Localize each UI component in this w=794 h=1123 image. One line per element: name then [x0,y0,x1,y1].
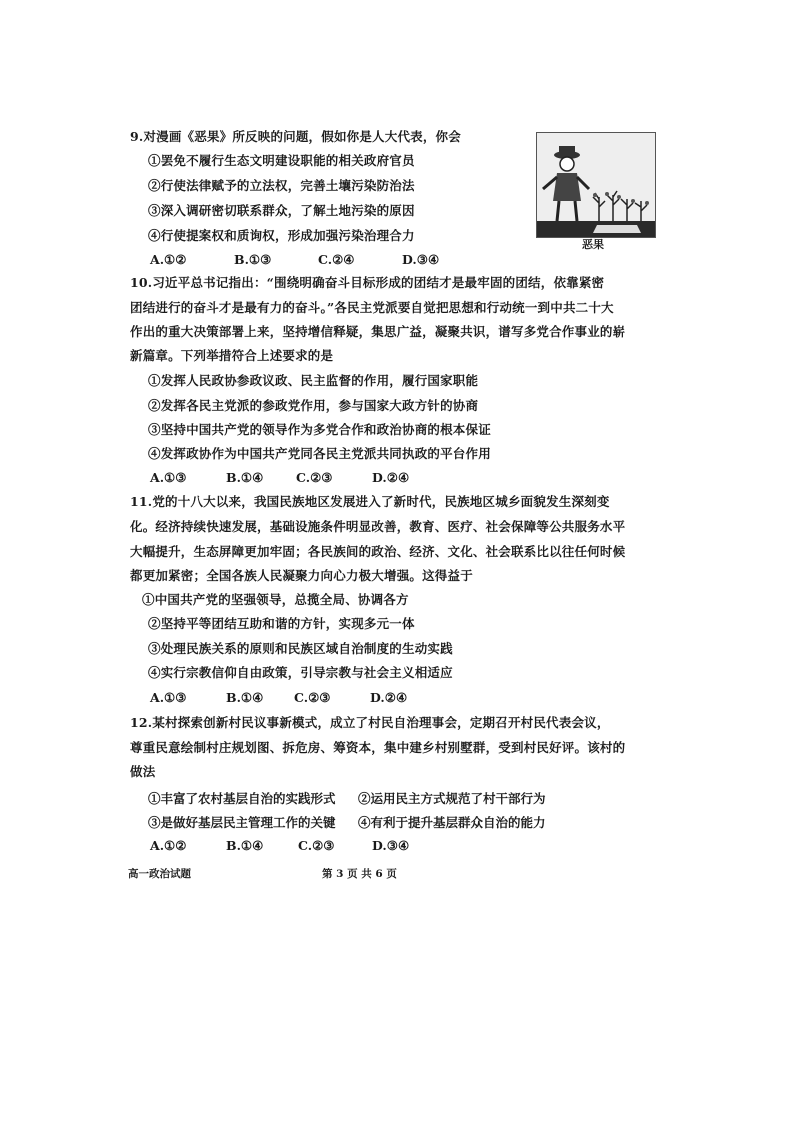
cartoon-image [536,132,656,238]
q12-stem-line-2: 尊重民意绘制村庄规划图、拆危房、筹资本，集中建乡村别墅群，受到村民好评。该村的 [130,740,626,755]
q9-choice-a: A.①② [150,252,187,267]
q11-choice-a: A.①③ [150,690,187,705]
q11-choice-c: C.②③ [294,690,331,705]
q9-choice-d: D.③④ [402,252,440,267]
q10-stem-line-4: 新篇章。下列举措符合上述要求的是 [130,348,334,363]
q9-option-1: ①罢免不履行生态文明建设职能的相关政府官员 [148,153,415,168]
q10-choice-b: B.①④ [226,470,264,485]
q11-stem-line-2: 化。经济持续快速发展，基础设施条件明显改善，教育、医疗、社会保障等公共服务水平 [130,519,626,534]
q12-option-2: ②运用民主方式规范了村干部行为 [358,791,546,806]
q10-stem-line-2: 团结进行的奋斗才是最有力的奋斗。”各民主党派要自觉把思想和行动统一到中共二十大 [130,300,614,315]
q12-stem-line-3: 做法 [130,764,156,779]
q9-choice-b: B.①③ [234,252,272,267]
q11-option-3: ③处理民族关系的原则和民族区域自治制度的生动实践 [148,641,453,656]
q11-stem-line-4: 都更加紧密；全国各族人民凝聚力向心力极大增强。这得益于 [130,568,473,583]
q9-stem: 9.对漫画《恶果》所反映的问题，假如你是人大代表，你会 [130,129,461,144]
q10-option-1: ①发挥人民政协参政议政、民主监督的作用，履行国家职能 [148,373,479,388]
q10-option-4: ④发挥政协作为中国共产党同各民主党派共同执政的平台作用 [148,446,491,461]
q12-option-3: ③是做好基层民主管理工作的关键 [148,815,336,830]
q12-option-4: ④有利于提升基层群众自治的能力 [358,815,546,830]
q11-choice-b: B.①④ [226,690,264,705]
q9-option-2: ②行使法律赋予的立法权，完善土壤污染防治法 [148,178,415,193]
q12-choice-c: C.②③ [298,838,335,853]
q11-choice-d: D.②④ [370,690,408,705]
q11-option-4: ④实行宗教信仰自由政策，引导宗教与社会主义相适应 [148,665,453,680]
footer-page-number: 第 3 页 共 6 页 [322,868,397,880]
q11-option-2: ②坚持平等团结互助和谐的方针，实现多元一体 [148,616,415,631]
q10-choice-d: D.②④ [372,470,410,485]
q10-option-3: ③坚持中国共产党的领导作为多党合作和政治协商的根本保证 [148,422,491,437]
q9-option-4: ④行使提案权和质询权，形成加强污染治理合力 [148,228,415,243]
q12-choice-d: D.③④ [372,838,410,853]
q10-stem-line-3: 作出的重大决策部署上来，坚持增信释疑，集思广益，凝聚共识，谱写多党合作事业的崭 [130,324,626,339]
footer-subject: 高一政治试题 [128,868,191,880]
q12-choice-a: A.①② [150,838,187,853]
q9-option-3: ③深入调研密切联系群众，了解土地污染的原因 [148,203,415,218]
q9-choice-c: C.②④ [318,252,355,267]
q12-stem-line-1: 12.某村探索创新村民议事新模式，成立了村民自治理事会，定期召开村民代表会议， [130,715,610,730]
q11-stem-line-1: 11.党的十八大以来，我国民族地区发展进入了新时代，民族地区城乡面貌发生深刻变 [130,494,610,509]
q10-choice-a: A.①③ [150,470,187,485]
q11-stem-line-3: 大幅提升，生态屏障更加牢固；各民族间的政治、经济、文化、社会联系比以往任何时候 [130,544,626,559]
q10-option-2: ②发挥各民主党派的参政党作用，参与国家大政方针的协商 [148,398,479,413]
q11-option-1: ①中国共产党的坚强领导，总揽全局、协调各方 [142,592,409,607]
q12-choice-b: B.①④ [226,838,264,853]
q10-stem-line-1: 10.习近平总书记指出：“围绕明确奋斗目标形成的团结才是最牢固的团结，依靠紧密 [130,275,605,290]
q12-option-1: ①丰富了农村基层自治的实践形式 [148,791,336,806]
cartoon-caption: 恶果 [582,238,604,251]
q10-choice-c: C.②③ [296,470,333,485]
